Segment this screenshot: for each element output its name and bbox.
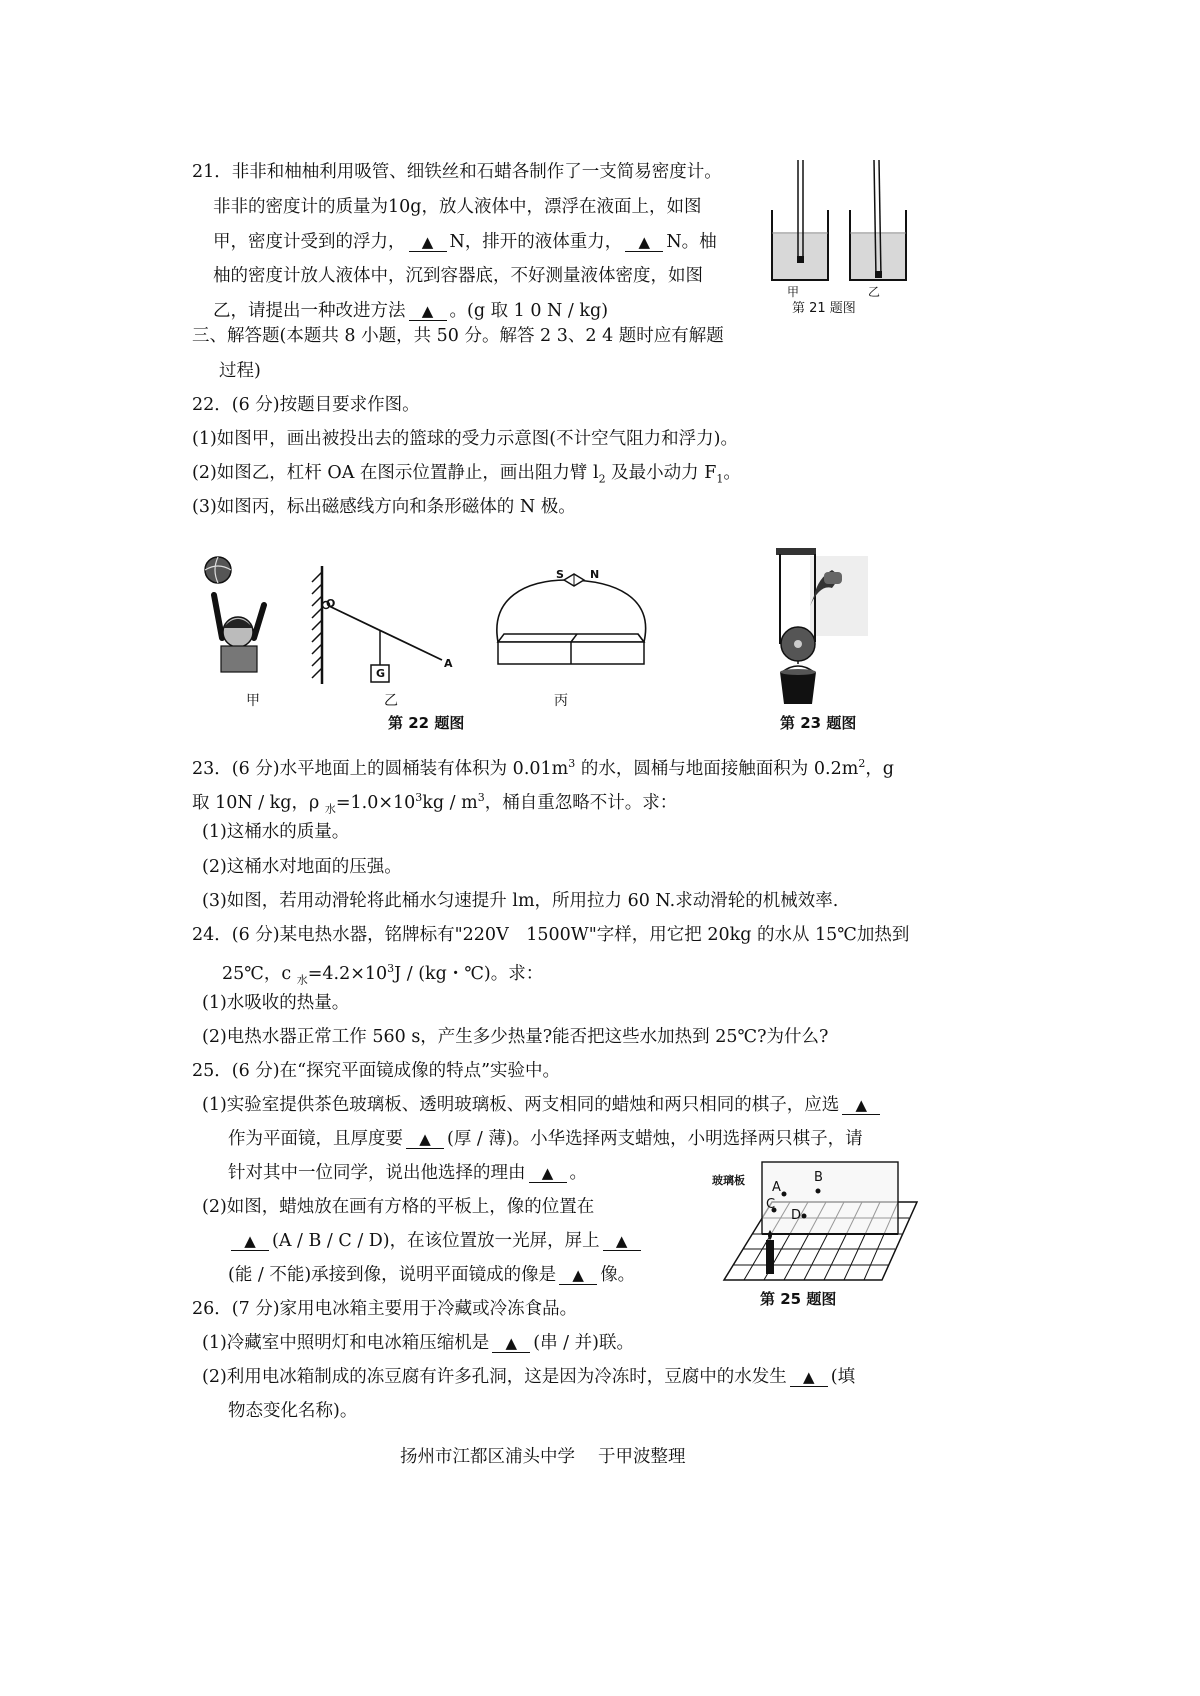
q26-line3-text: (填 bbox=[830, 1367, 856, 1387]
answer-blank[interactable]: ▲ bbox=[842, 1096, 880, 1115]
answer-blank[interactable]: ▲ bbox=[559, 1266, 597, 1285]
answer-blank[interactable]: ▲ bbox=[492, 1334, 530, 1353]
glass-plate-label: 玻璃板 bbox=[712, 1174, 745, 1187]
q25-line6 bbox=[228, 1229, 644, 1253]
q23-line1 bbox=[192, 752, 894, 781]
q22-line3-text: 。 bbox=[723, 463, 741, 483]
q26-line3-text: (2)利用电冰箱制成的冻豆腐有许多孔洞，这是因为冷冻时，豆腐中的水发生 bbox=[202, 1367, 787, 1387]
superscript: 2 bbox=[858, 757, 866, 770]
bar-magnet bbox=[498, 634, 644, 664]
q23-line4: (2)这桶水对地面的压强。 bbox=[202, 857, 402, 877]
figure-22-bing bbox=[486, 568, 656, 668]
q24-line2-text: J / (kg・℃)。求： bbox=[394, 963, 544, 984]
figure-21-label-yi: 乙 bbox=[868, 285, 881, 299]
q25-line7-text: (能 / 不能)承接到像，说明平面镜成的像是 bbox=[228, 1265, 557, 1285]
lever-label-o: O bbox=[326, 597, 336, 610]
ceiling-bar bbox=[776, 548, 816, 555]
point-label-c: C bbox=[766, 1197, 776, 1212]
lever-oa bbox=[323, 602, 443, 661]
q23-line1-text: ，g bbox=[865, 758, 895, 779]
q24-line4: (2)电热水器正常工作 560 s，产生多少热量?能否把这些水加热到 25℃?为什么? bbox=[202, 1027, 829, 1047]
q23-line5: (3)如图，若用动滑轮将此桶水匀速提升 lm，所用拉力 60 N.求动滑轮的机械效率. bbox=[202, 891, 839, 911]
answer-blank[interactable]: ▲ bbox=[625, 233, 663, 252]
figure-21-caption: 第 21 题图 bbox=[792, 301, 856, 316]
answer-blank[interactable]: ▲ bbox=[603, 1232, 641, 1251]
q24-line2 bbox=[222, 957, 543, 992]
q25-line7 bbox=[228, 1263, 635, 1287]
q21-line5-text: 。(g 取 1 0 N / kg) bbox=[449, 301, 609, 321]
q26-line4: 物态变化名称)。 bbox=[228, 1401, 358, 1421]
q25-line2 bbox=[202, 1093, 883, 1117]
pulley-icon bbox=[780, 554, 815, 664]
q21-line4: 柚的密度计放人液体中，沉到容器底，不好测量液体密度，如图 bbox=[213, 266, 703, 286]
q24-line2-text: =4.2×10 bbox=[307, 963, 388, 984]
q23-line3: (1)这桶水的质量。 bbox=[202, 822, 350, 842]
answer-blank[interactable]: ▲ bbox=[231, 1232, 269, 1251]
q26-line2-text: (1)冷藏室中照明灯和电冰箱压缩机是 bbox=[202, 1333, 490, 1353]
beaker-yi bbox=[850, 160, 906, 280]
q21-line5 bbox=[213, 299, 608, 323]
bucket-icon bbox=[780, 666, 816, 704]
q23-line2 bbox=[192, 786, 677, 821]
q25-line4 bbox=[228, 1161, 587, 1185]
q22-line3 bbox=[192, 461, 741, 492]
superscript: 3 bbox=[387, 962, 395, 975]
superscript: 3 bbox=[477, 791, 485, 804]
q25-line4-text: 。 bbox=[569, 1163, 587, 1183]
figure-22-jia bbox=[196, 550, 286, 675]
answer-blank[interactable]: ▲ bbox=[406, 1130, 444, 1149]
q22-line4: (3)如图丙，标出磁感线方向和条形磁体的 N 极。 bbox=[192, 497, 576, 517]
q26-line1: 26．(7 分)家用电冰箱主要用于冷藏或冷冻食品。 bbox=[192, 1299, 578, 1319]
figure-22-yi bbox=[306, 562, 466, 692]
q22-line1: 22．(6 分)按题目要求作图。 bbox=[192, 395, 420, 415]
figure-22-label-bing: 丙 bbox=[554, 693, 568, 709]
q24-line2-text: 25℃，c bbox=[222, 963, 297, 984]
q26-line2 bbox=[202, 1331, 634, 1355]
q21-line3-text: 甲，密度计受到的浮力， bbox=[213, 232, 406, 252]
q25-line3 bbox=[228, 1127, 863, 1151]
subscript: 水 bbox=[296, 973, 308, 987]
superscript: 3 bbox=[568, 757, 576, 770]
section-3-heading-cont: 过程) bbox=[219, 361, 261, 381]
point-label-b: B bbox=[814, 1170, 823, 1185]
beaker-jia bbox=[772, 160, 828, 280]
compass-needle-icon bbox=[564, 574, 584, 586]
q24-line1: 24．(6 分)某电热水器，铭牌标有"220V 1500W"字样，用它把 20kg 的水从 15℃加热到 bbox=[192, 925, 910, 945]
basketball-icon bbox=[205, 557, 231, 583]
answer-blank[interactable]: ▲ bbox=[529, 1164, 567, 1183]
q25-line2-text: (1)实验室提供茶色玻璃板、透明玻璃板、两支相同的蜡烛和两只相同的棋子，应选 bbox=[202, 1095, 840, 1115]
answer-blank[interactable]: ▲ bbox=[790, 1368, 828, 1387]
q25-line6-text: (A / B / C / D)，在该位置放一光屏，屏上 bbox=[272, 1231, 600, 1251]
subscript: 1 bbox=[716, 472, 724, 486]
subscript: 2 bbox=[598, 472, 606, 486]
lever-label-g: G bbox=[376, 667, 386, 680]
q25-line7-text: 像。 bbox=[600, 1265, 636, 1285]
q23-line1-text: 的水，圆桶与地面接触面积为 0.2m bbox=[575, 758, 859, 779]
q22-line3-text: (2)如图乙，杠杆 OA 在图示位置静止，画出阻力臂 l bbox=[192, 463, 599, 483]
q24-line3: (1)水吸收的热量。 bbox=[202, 993, 350, 1013]
q25-line5: (2)如图，蜡烛放在画有方格的平板上，像的位置在 bbox=[202, 1197, 595, 1217]
q23-line1-text: 23．(6 分)水平地面上的圆桶装有体积为 0.01m bbox=[192, 758, 569, 779]
q21-line5-text: 乙，请提出一种改进方法 bbox=[213, 301, 406, 321]
q23-line2-text: kg / m bbox=[422, 792, 478, 813]
figure-22-caption: 第 22 题图 bbox=[388, 714, 465, 732]
q23-line2-text: 取 10N / kg，ρ bbox=[192, 792, 325, 813]
superscript: 3 bbox=[415, 791, 423, 804]
answer-blank[interactable]: ▲ bbox=[409, 302, 447, 321]
q23-line2-text: ，桶自重忽略不计。求： bbox=[484, 792, 678, 813]
q21-line2: 非非的密度计的质量为10g，放人液体中，漂浮在液面上，如图 bbox=[213, 197, 702, 217]
q26-line2-text: (串 / 并)联。 bbox=[533, 1333, 634, 1353]
page-footer: 扬州市江都区浦头中学 于甲波整理 bbox=[400, 1447, 686, 1467]
q22-line3-text: 及最小动力 F bbox=[605, 463, 717, 483]
figure-22-label-jia: 甲 bbox=[246, 693, 260, 709]
wall bbox=[312, 566, 322, 684]
magnet-label-s: S bbox=[556, 568, 564, 581]
point-label-d: D bbox=[791, 1208, 802, 1223]
figure-21-label-jia: 甲 bbox=[787, 285, 800, 299]
q21-line3-text: N，排开的液体重力， bbox=[449, 232, 623, 252]
q21-line3 bbox=[213, 230, 717, 254]
answer-blank[interactable]: ▲ bbox=[409, 233, 447, 252]
q21-line3-text: N。柚 bbox=[666, 232, 717, 252]
magnet-label-n: N bbox=[590, 568, 600, 581]
q25-line1: 25．(6 分)在“探究平面镜成像的特点”实验中。 bbox=[192, 1061, 561, 1081]
point-label-a: A bbox=[772, 1180, 781, 1195]
subscript: 水 bbox=[324, 802, 336, 816]
q25-line3-text: (厚 / 薄)。小华选择两支蜡烛，小明选择两只棋子，请 bbox=[447, 1129, 863, 1149]
q25-line4-text: 针对其中一位同学，说出他选择的理由 bbox=[228, 1163, 526, 1183]
lever-label-a: A bbox=[444, 657, 453, 670]
q23-line2-text: =1.0×10 bbox=[335, 792, 416, 813]
figure-25-caption: 第 25 题图 bbox=[760, 1290, 837, 1308]
q25-line3-text: 作为平面镜，且厚度要 bbox=[228, 1129, 403, 1149]
figure-23 bbox=[770, 544, 870, 714]
q22-line2: (1)如图甲，画出被投出去的篮球的受力示意图(不计空气阻力和浮力)。 bbox=[192, 429, 738, 449]
figure-22-label-yi: 乙 bbox=[384, 693, 398, 709]
glass-plate bbox=[762, 1162, 898, 1234]
q26-line3 bbox=[202, 1365, 855, 1389]
section-3-heading: 三、解答题(本题共 8 小题，共 50 分。解答 2 3、2 4 题时应有解题 bbox=[192, 326, 724, 346]
q21-line1: 21．非非和柚柚利用吸管、细铁丝和石蜡各制作了一支简易密度计。 bbox=[192, 162, 722, 182]
figure-23-caption: 第 23 题图 bbox=[780, 714, 857, 732]
player-figure bbox=[214, 595, 264, 672]
field-line bbox=[497, 580, 646, 642]
